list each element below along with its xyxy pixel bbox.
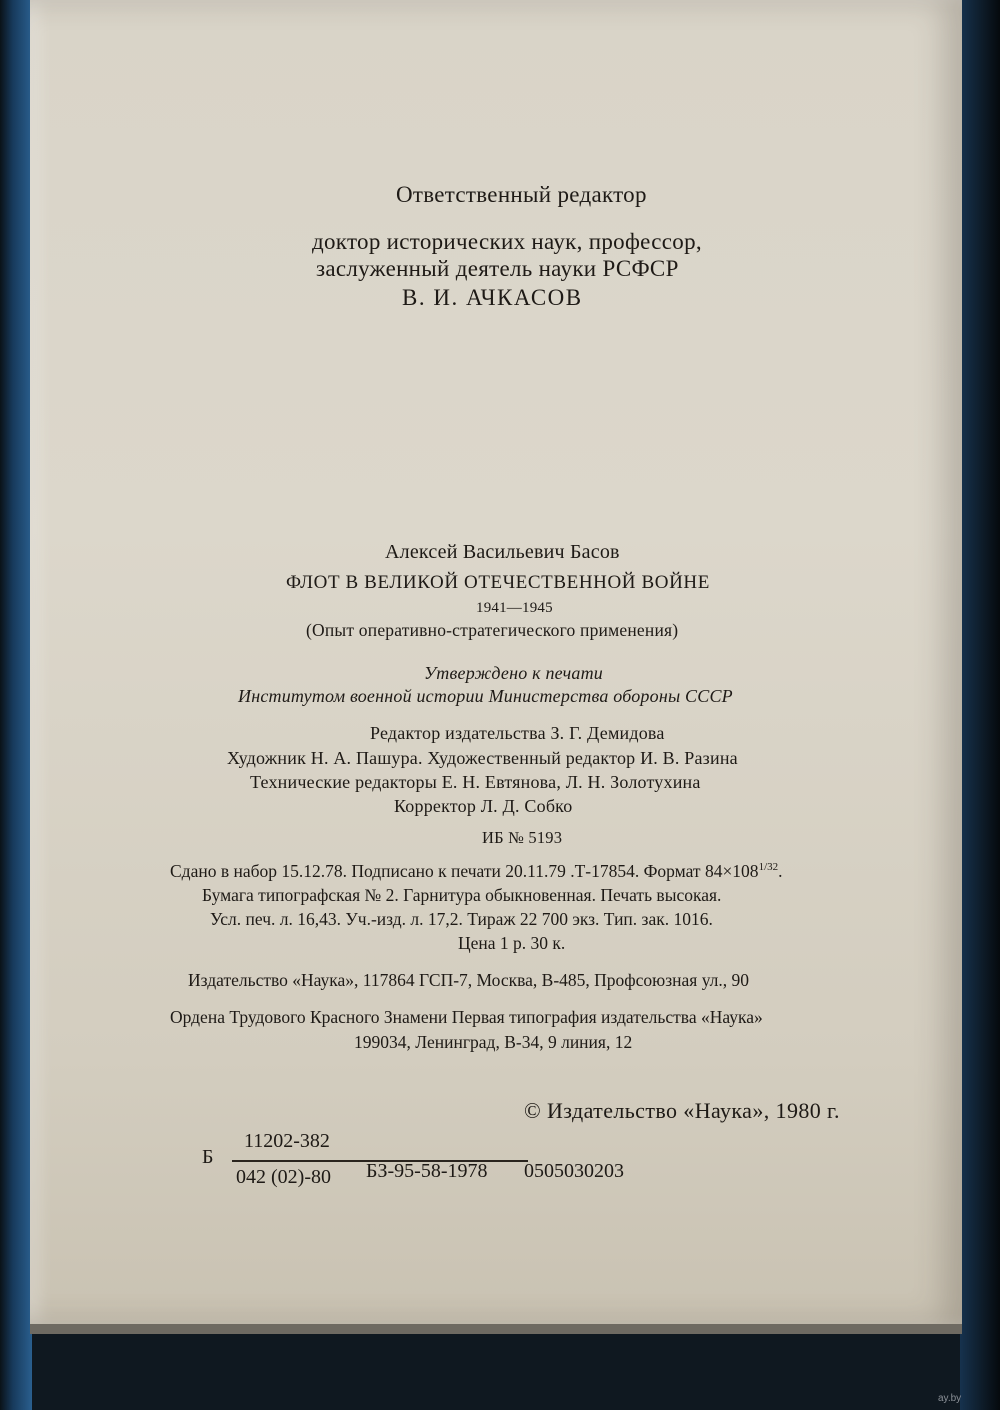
book-subtitle: (Опыт оперативно-стратегического применения) <box>306 620 679 640</box>
page-bottom-edge <box>30 1324 962 1334</box>
printer-line-1: Ордена Трудового Красного Знамени Первая типография издательства «Наука» <box>170 1007 763 1027</box>
printer-line-2: 199034, Ленинград, В-34, 9 линия, 12 <box>354 1032 633 1052</box>
book-page <box>30 0 962 1324</box>
ib-number: ИБ № 5193 <box>482 828 563 847</box>
print-data-line-1 <box>170 861 783 882</box>
catalog-denominator: 042 (02)-80 <box>236 1166 331 1188</box>
catalog-letter: Б <box>202 1146 214 1168</box>
editor-honor: заслуженный деятель науки РСФСР <box>316 256 679 281</box>
format-fraction: 1/32 <box>758 861 779 874</box>
price: Цена 1 р. 30 к. <box>458 933 566 953</box>
tech-editors-line: Технические редакторы Е. Н. Евтянова, Л. Н. Золотухина <box>250 772 701 792</box>
copyright: © Издательство «Наука», 1980 г. <box>524 1098 840 1123</box>
print-data-line-1-suffix: . <box>778 861 783 881</box>
watermark: ay.by <box>938 1393 962 1404</box>
book-author: Алексей Васильевич Басов <box>385 541 620 563</box>
catalog-code-1: БЗ-95-58-1978 <box>366 1160 488 1182</box>
approval-line-1: Утверждено к печати <box>424 663 604 683</box>
editor-degree: доктор исторических наук, профессор, <box>312 229 702 254</box>
catalog-code <box>202 1130 672 1190</box>
publisher-address: Издательство «Наука», 117864 ГСП-7, Москва, В-485, Профсоюзная ул., 90 <box>188 970 750 990</box>
artists-line: Художник Н. А. Пашура. Художественный редактор И. В. Разина <box>227 748 738 768</box>
print-data-line-3: Усл. печ. л. 16,43. Уч.-изд. л. 17,2. Тираж 22 700 экз. Тип. зак. 1016. <box>210 909 713 929</box>
editor-name: В. И. АЧКАСОВ <box>402 285 583 310</box>
proofreader-line: Корректор Л. Д. Собко <box>394 796 573 816</box>
book-title: ФЛОТ В ВЕЛИКОЙ ОТЕЧЕСТВЕННОЙ ВОЙНЕ <box>286 572 710 593</box>
approval-line-2: Институтом военной истории Министерства обороны СССР <box>238 686 733 706</box>
book-cover-left-edge <box>0 0 32 1410</box>
catalog-code-2: 0505030203 <box>524 1160 624 1182</box>
editor-role: Ответственный редактор <box>396 182 647 207</box>
publishing-editor: Редактор издательства З. Г. Демидова <box>370 723 665 743</box>
catalog-numerator: 11202-382 <box>244 1130 330 1152</box>
print-data-line-2: Бумага типографская № 2. Гарнитура обыкновенная. Печать высокая. <box>202 885 722 905</box>
print-data-line-1-text: Сдано в набор 15.12.78. Подписано к печати 20.11.79 .Т-17854. Формат 84×108 <box>170 861 759 881</box>
book-cover-right-edge <box>960 0 1000 1410</box>
book-years: 1941—1945 <box>476 600 553 616</box>
